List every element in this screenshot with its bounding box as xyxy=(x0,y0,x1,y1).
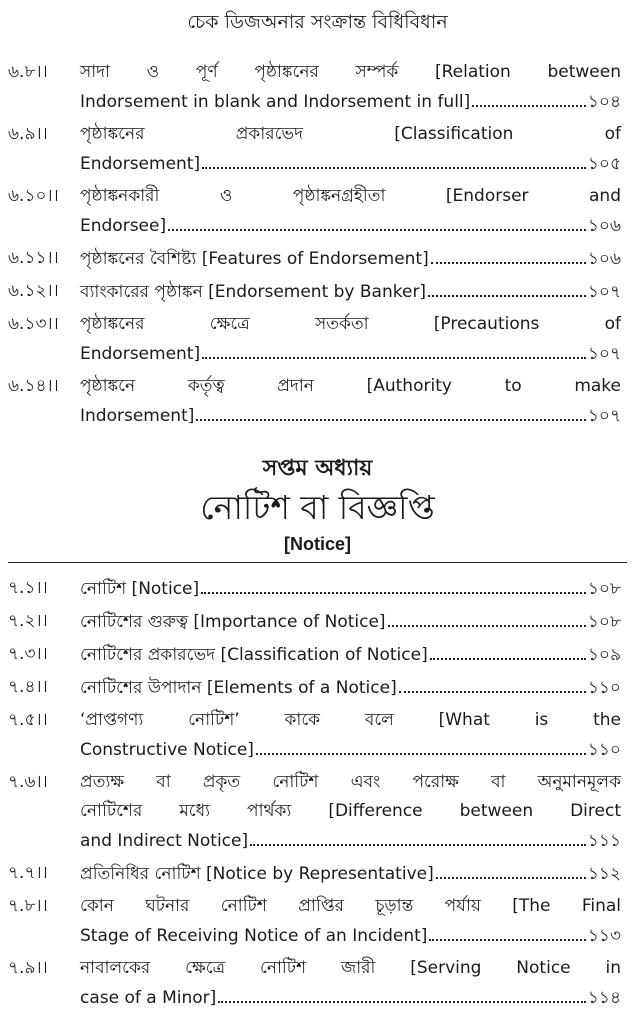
toc-entry-title-line: নোটিশের প্রকারভেদ [Classification of Notice] xyxy=(80,645,428,665)
toc-entry xyxy=(8,892,621,951)
toc-section-chapter-6 xyxy=(0,58,635,434)
toc-entry-title-line: পৃষ্ঠাঙ্কনে কর্তৃত্ব প্রদান [Authority to make xyxy=(80,376,621,396)
toc-entry xyxy=(8,120,621,179)
toc-entry-title-line: পৃষ্ঠাঙ্কনের প্রকারভেদ [Classification of xyxy=(80,124,621,144)
toc-entry-title-line: নোটিশের উপাদান [Elements of a Notice] xyxy=(80,678,397,698)
toc-entry-page-number: ১০৯ xyxy=(587,645,621,665)
toc-entry-number: ৬.১১।। xyxy=(8,248,59,268)
toc-entry-page-number: ১১১ xyxy=(587,831,621,851)
dot-leader xyxy=(196,401,585,421)
toc-entry-number: ৭.৪।। xyxy=(8,677,48,697)
toc-section-chapter-7 xyxy=(0,574,635,1016)
toc-entry xyxy=(8,673,621,703)
toc-entry-title-line: পৃষ্ঠাঙ্কনের ক্ষেত্রে সতর্কতা [Precautions of xyxy=(80,314,621,334)
toc-entry-number: ৭.২।। xyxy=(8,611,48,631)
dot-leader xyxy=(472,87,586,107)
chapter-divider xyxy=(8,562,627,563)
toc-entry-page-number: ১০৭ xyxy=(587,344,621,364)
toc-entry-number: ৬.১২।। xyxy=(8,281,59,301)
running-header: চেক ডিজঅনার সংক্রান্ত বিধিবিধান xyxy=(187,11,448,33)
toc-entry-title-line: case of a Minor] xyxy=(80,988,217,1008)
chapter-label: সপ্তম অধ্যায় xyxy=(262,456,373,481)
toc-entry xyxy=(8,574,621,604)
dot-leader xyxy=(388,607,586,627)
toc-entry-title-line: নোটিশ [Notice] xyxy=(80,579,200,599)
toc-entry xyxy=(8,640,621,670)
dot-leader xyxy=(428,277,586,297)
toc-entry-title-line: and Indirect Notice] xyxy=(80,831,249,851)
chapter-title-english: [Notice] xyxy=(284,534,351,554)
toc-entry xyxy=(8,768,621,856)
dot-leader xyxy=(399,673,586,693)
dot-leader xyxy=(250,826,586,846)
toc-entry-page-number: ১১২ xyxy=(587,864,621,884)
toc-entry xyxy=(8,244,621,274)
dot-leader xyxy=(430,640,586,660)
toc-entry-number: ৬.১৩।। xyxy=(8,314,59,334)
toc-entry xyxy=(8,607,621,637)
dot-leader xyxy=(202,149,586,169)
toc-entry-title-line: Stage of Receiving Notice of an Incident] xyxy=(80,926,428,946)
toc-entry-page-number: ১০৭ xyxy=(587,406,621,426)
toc-entry xyxy=(8,859,621,889)
toc-entry-number: ৭.৩।। xyxy=(8,644,48,664)
toc-entry-title-line: Endorsee] xyxy=(80,216,167,236)
toc-entry-page-number: ১১০ xyxy=(587,678,621,698)
toc-entry xyxy=(8,372,621,431)
dot-leader xyxy=(429,921,585,941)
toc-entry-title-line: ‘প্রাপ্তগণ্য নোটিশ’ কাকে বলে [What is the xyxy=(80,710,621,730)
toc-entry-page-number: ১০৬ xyxy=(587,249,621,269)
toc-entry xyxy=(8,182,621,241)
toc-entry-title-line: Constructive Notice] xyxy=(80,740,254,760)
toc-entry-number: ৬.১৪।। xyxy=(8,376,59,396)
toc-entry-title-line: কোন ঘটনার নোটিশ প্রাপ্তির চূড়ান্ত পর্যায় [The Final xyxy=(80,896,621,916)
toc-entry-number: ৬.৮।। xyxy=(8,62,48,82)
toc-entry-number: ৭.৫।। xyxy=(8,710,48,730)
toc-entry-title-line: প্রত্যক্ষ বা প্রকৃত নোটিশ এবং পরোক্ষ বা অনুমানমূলক xyxy=(80,772,621,792)
toc-entry-page-number: ১০৫ xyxy=(587,154,621,174)
chapter-heading-block xyxy=(0,440,635,577)
toc-entry-page-number: ১১০ xyxy=(587,740,621,760)
dot-leader xyxy=(202,339,586,359)
toc-entry-page-number: ১১৩ xyxy=(587,926,621,946)
toc-entry-title-line: পৃষ্ঠাঙ্কনকারী ও পৃষ্ঠাঙ্কনগ্রহীতা [Endorser and xyxy=(80,186,621,206)
toc-entry xyxy=(8,954,621,1013)
toc-entry-title-line: প্রতিনিধির নোটিশ [Notice by Representative] xyxy=(80,864,434,884)
toc-entry-number: ৭.৬।। xyxy=(8,772,48,792)
dot-leader xyxy=(256,735,586,755)
toc-entry-title-line: নোটিশের গুরুত্ব [Importance of Notice] xyxy=(80,612,386,632)
toc-entry xyxy=(8,277,621,307)
toc-entry-page-number: ১০৮ xyxy=(587,612,621,632)
toc-entry-page-number: ১০৭ xyxy=(587,282,621,302)
toc-entry-number: ৭.৭।। xyxy=(8,863,48,883)
dot-leader xyxy=(436,859,586,879)
toc-entry xyxy=(8,310,621,369)
toc-entry xyxy=(8,706,621,765)
toc-entry-title-line: Indorsement in blank and Indorsement in full] xyxy=(80,92,471,112)
dot-leader xyxy=(201,574,586,594)
toc-entry-number: ৬.৯।। xyxy=(8,124,48,144)
toc-entry-title-line: ব্যাংকারের পৃষ্ঠাঙ্কন [Endorsement by Banker] xyxy=(80,282,427,302)
toc-entry-number: ৭.১।। xyxy=(8,578,48,598)
toc-entry-page-number: ১০৬ xyxy=(587,216,621,236)
dot-leader xyxy=(218,983,586,1003)
chapter-title: নোটিশ বা বিজ্ঞপ্তি xyxy=(200,488,435,527)
toc-entry xyxy=(8,58,621,117)
toc-entry-title-line: নাবালকের ক্ষেত্রে নোটিশ জারী [Serving Notice in xyxy=(80,958,621,978)
toc-entry-title-line: Indorsement] xyxy=(80,406,195,426)
toc-entry-page-number: ১০৪ xyxy=(587,92,621,112)
toc-entry-title-line: নোটিশের মধ্যে পার্থক্য [Difference between Direct xyxy=(80,801,621,821)
toc-entry-title-line: সাদা ও পূর্ণ পৃষ্ঠাঙ্কনের সম্পর্ক [Relation between xyxy=(80,62,621,82)
toc-entry-number: ৬.১০।। xyxy=(8,186,59,206)
toc-entry-title-line: Endorsement] xyxy=(80,154,201,174)
toc-entry-page-number: ১১৪ xyxy=(587,988,621,1008)
toc-entry-title-line: Endorsement] xyxy=(80,344,201,364)
toc-entry-title-line: পৃষ্ঠাঙ্কনের বৈশিষ্ট্য [Features of Endorsement] xyxy=(80,249,429,269)
toc-entry-number: ৭.৯।। xyxy=(8,958,48,978)
dot-leader xyxy=(431,244,586,264)
toc-entry-page-number: ১০৮ xyxy=(587,579,621,599)
dot-leader xyxy=(168,211,586,231)
toc-entry-number: ৭.৮।। xyxy=(8,896,48,916)
